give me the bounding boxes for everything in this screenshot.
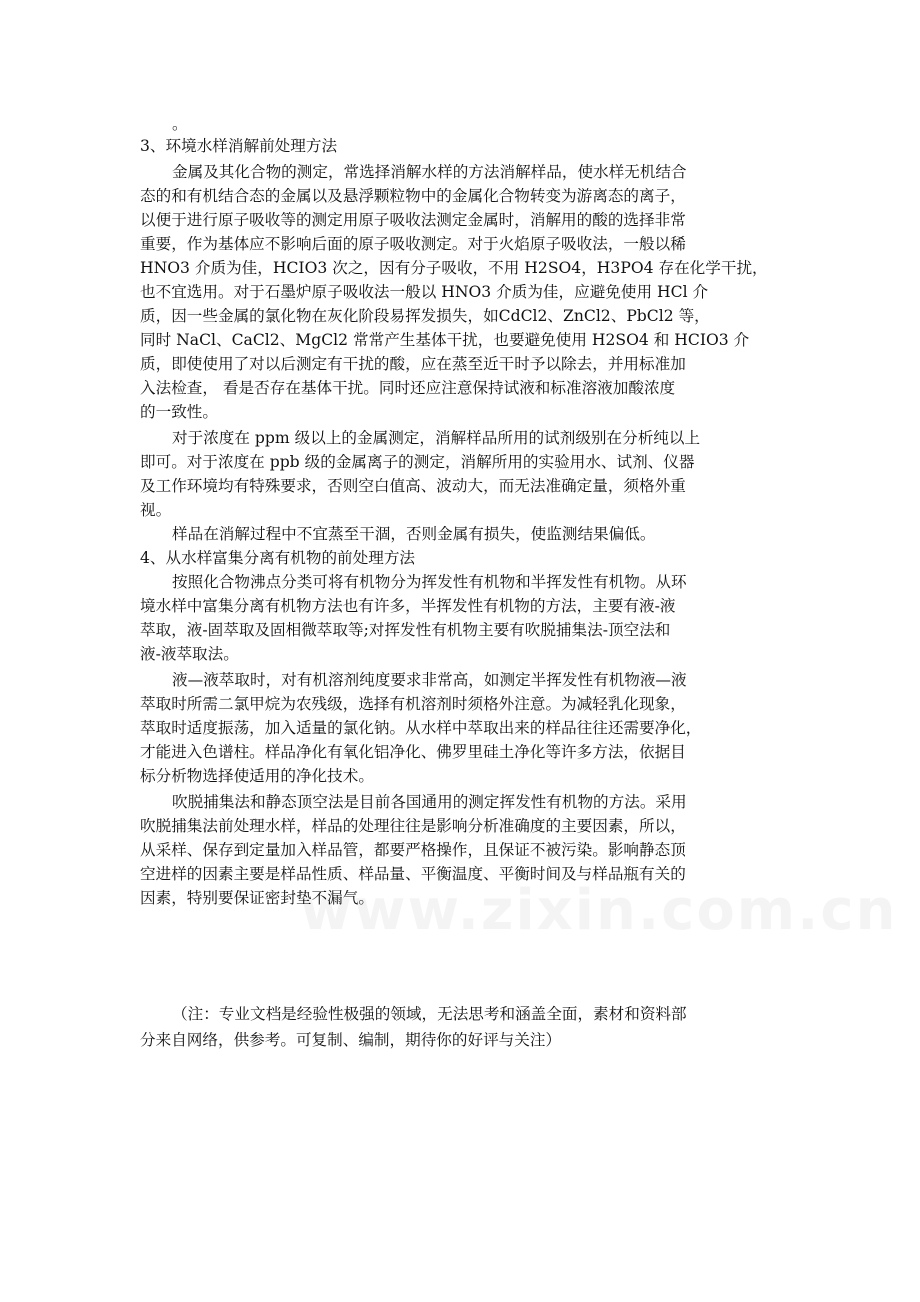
paragraph-line: 吹脱捕集法和静态顶空法是目前各国通用的测定挥发性有机物的方法。采用: [172, 793, 687, 811]
note-line: （注：专业文档是经验性极强的领域，无法思考和涵盖全面，素材和资料部: [172, 1005, 687, 1023]
paragraph-line: 以便于进行原子吸收等的测定用原子吸收法测定金属时，消解用的酸的选择非常: [140, 211, 686, 229]
paragraph-line: 视。: [140, 501, 172, 519]
paragraph-line: 按照化合物沸点分类可将有机物分为挥发性有机物和半挥发性有机物。从环: [172, 573, 687, 591]
paragraph-line: 样品在消解过程中不宜蒸至干涸，否则金属有损失，使监测结果偏低。: [172, 525, 656, 543]
section-4-heading: 4、从水样富集分离有机物的前处理方法: [140, 549, 416, 567]
paragraph-line: 因素，特别要保证密封垫不漏气。: [140, 889, 374, 907]
section-3-heading: 3、环境水样消解前处理方法: [140, 137, 338, 155]
paragraph-line: 也不宜选用。对于石墨炉原子吸收法一般以 HNO3 介质为佳，应避免使用 HCl 介: [140, 283, 709, 301]
paragraph-line: 液-液萃取法。: [140, 645, 239, 663]
paragraph-line: 重要，作为基体应不影响后面的原子吸收测定。对于火焰原子吸收法，一般以稀: [140, 235, 686, 253]
paragraph-line: 同时 NaCl、CaCl2、MgCl2 常常产生基体干扰，也要避免使用 H2SO4 和 HCIO3 介: [140, 331, 750, 349]
paragraph-line: 标分析物选择使适用的净化技术。: [140, 767, 374, 785]
paragraph-line: 入法检查， 看是否存在基体干扰。同时还应注意保持试液和标准溶液加酸浓度: [140, 379, 676, 397]
paragraph-line: 萃取，液-固萃取及固相微萃取等;对挥发性有机物主要有吹脱捕集法-顶空法和: [140, 621, 671, 639]
paragraph-line: 即可。对于浓度在 ppb 级的金属离子的测定，消解所用的实验用水、试剂、仪器: [140, 453, 695, 471]
paragraph-line: 萃取时所需二氯甲烷为农残级，选择有机溶剂时须格外注意。为减轻乳化现象，: [140, 695, 686, 713]
paragraph-line: 才能进入色谱柱。样品净化有氧化铝净化、佛罗里硅土净化等许多方法，依据目: [140, 743, 686, 761]
note-line: 分来自网络，供参考。可复制、编制，期待你的好评与关注）: [140, 1031, 562, 1049]
paragraph-line: 质，即使使用了对以后测定有干扰的酸，应在蒸至近干时予以除去，并用标准加: [140, 355, 686, 373]
paragraph-line: 吹脱捕集法前处理水样，样品的处理往往是影响分析准确度的主要因素，所以，: [140, 817, 686, 835]
paragraph-line: 态的和有机结合态的金属以及悬浮颗粒物中的金属化合物转变为游离态的离子，: [140, 187, 686, 205]
paragraph-line: 金属及其化合物的测定，常选择消解水样的方法消解样品，使水样无机结合: [172, 163, 687, 181]
paragraph-line: 液—液萃取时，对有机溶剂纯度要求非常高，如测定半挥发性有机物液—液: [172, 671, 687, 689]
paragraph-line: HNO3 介质为佳，HCIO3 次之，因有分子吸收，不用 H2SO4，H3PO4 存在化学干扰，: [140, 259, 768, 277]
top-mark: 。: [172, 115, 188, 133]
paragraph-line: 空进样的因素主要是样品性质、样品量、平衡温度、平衡时间及与样品瓶有关的: [140, 865, 686, 883]
paragraph-line: 质，因一些金属的氯化物在灰化阶段易挥发损失，如CdCl2、ZnCl2、PbCl2 等，: [140, 307, 710, 325]
paragraph-line: 对于浓度在 ppm 级以上的金属测定，消解样品所用的试剂级别在分析纯以上: [172, 429, 701, 447]
paragraph-line: 萃取时适度振荡，加入适量的氯化钠。从水样中萃取出来的样品往往还需要净化，: [140, 719, 702, 737]
paragraph-line: 境水样中富集分离有机物方法也有许多，半挥发性有机物的方法，主要有液-液: [140, 597, 676, 615]
paragraph-line: 从采样、保存到定量加入样品管，都要严格操作，且保证不被污染。影响静态顶: [140, 841, 686, 859]
paragraph-line: 及工作环境均有特殊要求，否则空白值高、波动大，而无法准确定量，须格外重: [140, 477, 686, 495]
paragraph-line: 的一致性。: [140, 403, 218, 421]
